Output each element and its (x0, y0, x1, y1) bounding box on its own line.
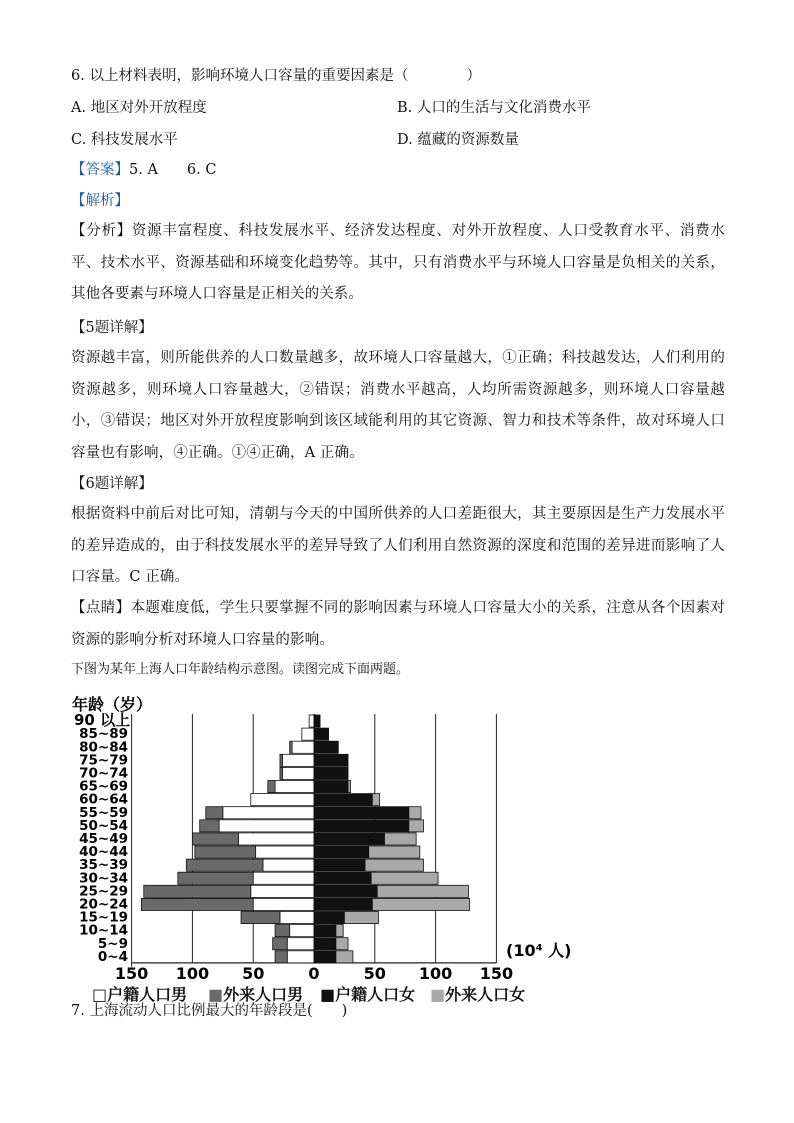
bar-migrant-male (186, 859, 263, 871)
dianjing-tag: 【点睛】 (71, 600, 131, 616)
bar-migrant-female (409, 807, 421, 819)
bar-domestic-male (223, 807, 314, 819)
y-tick-label: 0~4 (97, 948, 128, 965)
q6-option-c: C. 科技发展水平 (71, 132, 178, 148)
q6-stem: 6. 以上材料表明，影响环境人口容量的重要因素是（ ） (71, 68, 481, 84)
bar-domestic-female (314, 820, 409, 832)
bar-domestic-male (309, 715, 314, 727)
y-tick-label: 30~34 (79, 870, 128, 887)
answer-text: 5. A 6. C (129, 162, 217, 178)
bar-domestic-female (314, 741, 338, 753)
bar-domestic-male (292, 741, 314, 753)
chart-intro: 下图为某年上海人口年龄结构示意图。读图完成下面两题。 (71, 662, 410, 677)
bar-domestic-male (251, 885, 314, 897)
bar-domestic-male (302, 728, 314, 740)
bar-migrant-female (336, 938, 348, 950)
y-tick-label: 15~19 (79, 909, 128, 926)
bar-migrant-male (192, 833, 238, 845)
bar-migrant-female (377, 885, 468, 897)
bar-migrant-female (372, 794, 379, 806)
y-tick-label: 50~54 (79, 817, 128, 834)
bar-migrant-male (273, 938, 288, 950)
y-tick-label: 70~74 (79, 765, 128, 782)
bar-migrant-female (365, 859, 423, 871)
q7-stem: 7. 上海流动人口比例最大的年龄段是( ) (71, 1003, 348, 1019)
q6-option-d: D. 蕴藏的资源数量 (397, 132, 519, 148)
bar-migrant-male (206, 807, 223, 819)
bar-domestic-female (314, 833, 385, 845)
bar-domestic-male (280, 912, 314, 924)
analysis-line (71, 191, 129, 211)
bar-migrant-female (348, 781, 350, 793)
bar-domestic-female (314, 912, 344, 924)
legend-item: ■外来人口男 (208, 984, 304, 1004)
bar-domestic-male (282, 754, 314, 766)
chart-xlabel: (10⁴ 人) (506, 941, 572, 960)
x-tick-label: 150 (479, 963, 514, 983)
bar-domestic-male (253, 898, 314, 910)
chart-ylabel: 年龄（岁） (72, 695, 153, 714)
answer-tag: 【答案】 (71, 162, 129, 178)
bar-domestic-female (314, 898, 372, 910)
bar-migrant-male (275, 951, 287, 963)
y-tick-label: 85~89 (79, 726, 128, 743)
bar-domestic-female (314, 715, 320, 727)
y-tick-label: 35~39 (79, 857, 128, 874)
bar-domestic-female (314, 859, 365, 871)
bar-domestic-male (275, 781, 314, 793)
bar-domestic-female (314, 754, 348, 766)
bar-migrant-female (336, 925, 343, 937)
dianjing-paragraph (71, 593, 725, 656)
bar-domestic-female (314, 807, 409, 819)
bar-domestic-male (219, 820, 314, 832)
bar-migrant-male (268, 781, 275, 793)
bar-migrant-female (336, 951, 353, 963)
x-tick-label: 50 (363, 963, 386, 983)
x-tick-label: 100 (175, 963, 210, 983)
bar-migrant-male (280, 767, 282, 779)
y-tick-label: 65~69 (79, 778, 128, 795)
q6detail-paragraph: 根据资料中前后对比可知，清朝与今天的中国所供养的人口差距很大，其主要原因是生产力发展水平的差异造成的，由于科技发展水平的差异导致了人们利用自然资源的深度和范围的差异进而影响了人口容量。C 正确。 (71, 506, 725, 586)
dianjing-text: 本题难度低，学生只要掌握不同的影响因素与环境人口容量大小的关系，注意从各个因素对资源的影响分析对环境人口容量的影响。 (71, 600, 725, 648)
y-tick-label: 40~44 (79, 844, 128, 861)
bar-domestic-female (314, 938, 336, 950)
x-tick-label: 150 (114, 963, 149, 983)
q5detail-heading: 【5题详解】 (71, 320, 153, 336)
fenxi-text: 资源丰富程度、科技发展水平、经济发达程度、对外开放程度、人口受教育水平、消费水平、技术水平、资源基础和环境变化趋势等。其中，只有消费水平与环境人口容量是负相关的关系，其他各要素与环境人口容量是正相关的关系。 (71, 223, 725, 303)
bar-domestic-female (314, 767, 348, 779)
bar-domestic-female (314, 794, 372, 806)
bar-domestic-male (239, 833, 314, 845)
y-tick-label: 80~84 (79, 739, 128, 756)
bar-domestic-female (314, 885, 377, 897)
bar-migrant-female (409, 820, 424, 832)
bar-migrant-male (141, 898, 253, 910)
q6detail-heading: 【6题详解】 (71, 476, 153, 492)
bar-migrant-female (372, 898, 469, 910)
y-tick-label: 20~24 (79, 896, 128, 913)
y-tick-label: 55~59 (79, 804, 128, 821)
bar-domestic-female (314, 781, 348, 793)
bar-migrant-male (144, 885, 251, 897)
legend-item: ■外来人口女 (430, 984, 526, 1004)
bar-migrant-male (195, 846, 256, 858)
y-tick-label: 5~9 (97, 935, 128, 952)
bar-migrant-female (385, 833, 417, 845)
analysis-tag: 【解析】 (71, 193, 129, 209)
bar-domestic-male (256, 846, 314, 858)
y-tick-label: 45~49 (79, 831, 128, 847)
bar-domestic-female (314, 925, 336, 937)
x-tick-label: 50 (242, 963, 265, 983)
bar-migrant-male (241, 912, 280, 924)
bar-domestic-male (253, 872, 314, 884)
bar-domestic-female (314, 728, 329, 740)
bar-domestic-female (314, 951, 336, 963)
bar-domestic-male (263, 859, 314, 871)
bar-migrant-male (178, 872, 253, 884)
bar-domestic-male (282, 767, 314, 779)
y-tick-label: 90 以上 (74, 711, 131, 730)
fenxi-tag: 【分析】 (71, 223, 132, 239)
bar-domestic-female (314, 846, 369, 858)
bar-domestic-male (251, 794, 314, 806)
population-pyramid-chart (0, 686, 794, 1004)
x-tick-label: 100 (418, 963, 453, 983)
fenxi-paragraph (71, 216, 725, 311)
bar-migrant-female (371, 872, 438, 884)
y-tick-label: 60~64 (79, 791, 128, 808)
bar-domestic-female (314, 872, 371, 884)
y-tick-label: 75~79 (79, 752, 128, 769)
x-tick-label: 0 (308, 963, 320, 983)
legend-item: ■户籍人口女 (320, 984, 416, 1004)
answer-line (71, 160, 216, 180)
q5detail-paragraph: 资源越丰富，则所能供养的人口数量越多，故环境人口容量越大，①正确；科技越发达，人们利用的资源越多，则环境人口容量越大，②错误；消费水平越高，人均所需资源越多，则环境人口容量越小，③错误；地区对外开放程度影响到该区域能利用的其它资源、智力和技术等条件，故对环境人口容量也有影响，④正确。①④正确，A 正确。 (71, 350, 725, 461)
y-tick-label: 10~14 (79, 922, 128, 939)
bar-migrant-female (344, 912, 378, 924)
y-tick-label: 25~29 (79, 883, 128, 900)
bar-domestic-male (287, 951, 314, 963)
bar-migrant-female (369, 846, 420, 858)
q6-option-b: B. 人口的生活与文化消费水平 (397, 100, 591, 116)
q6-option-a: A. 地区对外开放程度 (71, 100, 207, 116)
legend-item: □户籍人口男 (92, 984, 188, 1004)
bar-domestic-male (287, 938, 314, 950)
bar-migrant-male (280, 754, 282, 766)
bar-migrant-male (200, 820, 219, 832)
bar-migrant-male (275, 925, 290, 937)
bar-domestic-male (290, 925, 314, 937)
bar-migrant-male (290, 741, 292, 753)
